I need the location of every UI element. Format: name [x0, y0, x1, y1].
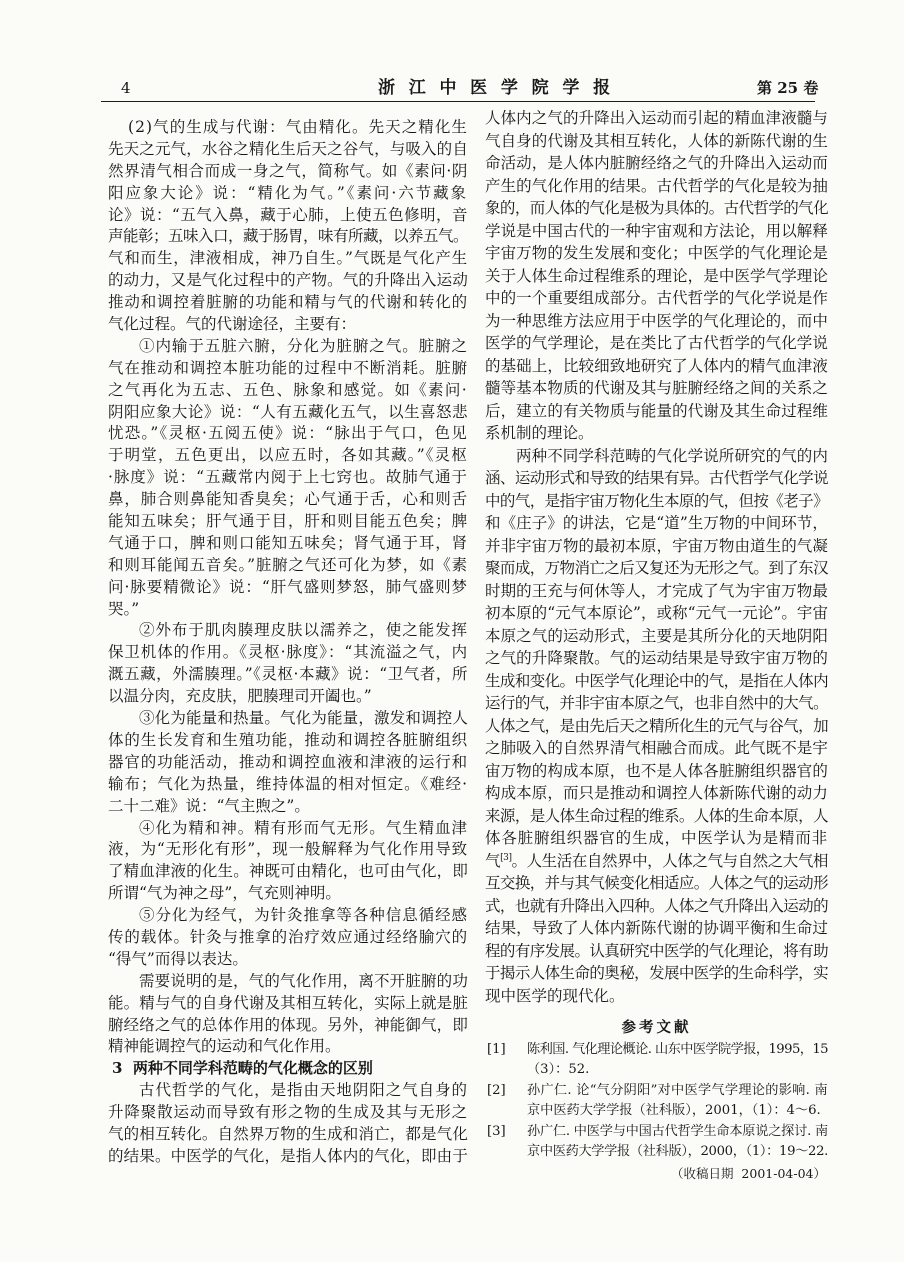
text-line: [108, 423, 468, 445]
line-text: 器官的功能活动，推动和调控血液和津液的运行和: [108, 752, 468, 771]
text-line: [108, 577, 468, 599]
text-line: [485, 985, 828, 1008]
text-line: [485, 467, 828, 490]
line-text: 本原之气的运动形式，主要是其所分化的天地阴阳: [485, 626, 828, 645]
text-line: [108, 117, 468, 139]
line-text: 阴阳应象大论》说：“人有五藏化五气，以生喜怒悲: [108, 402, 468, 421]
text-line: [485, 512, 828, 535]
line-text: 时期的王充与何休等人，才完成了气为宇宙万物最: [485, 581, 828, 600]
text-line: [485, 197, 828, 220]
line-text: 于明堂，五色更出，以应五时，各如其藏。”《灵枢: [108, 446, 468, 465]
text-line: [485, 220, 828, 243]
text-line: [485, 445, 828, 468]
reference-line: [527, 1101, 828, 1121]
text-line: [485, 692, 828, 715]
reference-line: [527, 1040, 828, 1060]
reference-text: 陈利国. 气化理论概论. 山东中医学院学报，1995，15: [527, 1042, 828, 1057]
line-text: 和《庄子》的讲法，它是“道”生万物的中间环节，: [485, 514, 828, 532]
text-line: [485, 895, 828, 918]
journal-title-text: 浙 江 中 医 学 院 学 报: [378, 78, 614, 98]
line-text: 精神能调控气的运动和气化作用。: [108, 1037, 341, 1056]
text-line: [485, 962, 828, 985]
line-text: 气和而生，津液相成，神乃自生。”气既是气化产生: [108, 249, 468, 268]
text-line: [485, 647, 828, 670]
line-text: 医学的气学理论，是在类比了古代哲学的气化学说: [485, 334, 828, 352]
line-text: 鼻，肺合则鼻能知香臭矣；心气通于舌，心和则舌: [108, 490, 468, 509]
section-heading: [108, 1058, 468, 1080]
line-text: 关于人体生命过程维系的理论，是中医学气学理论: [485, 266, 828, 285]
text-line: [485, 310, 828, 333]
line-text: 阳应象大论》说：“精化为气。”《素问·六节藏象: [108, 183, 468, 202]
text-line: [108, 139, 468, 161]
text-line: [485, 400, 828, 423]
text-line: [485, 130, 828, 153]
line-text: [485, 850, 828, 873]
text-line: [485, 670, 828, 693]
text-line: [108, 774, 468, 796]
text-line: [485, 332, 828, 355]
line-text: 体的生长发育和生殖功能，推动和调控各脏腑组织: [108, 730, 468, 749]
text-line: [485, 827, 828, 850]
text-line: [485, 377, 828, 400]
line-text: (2)气的生成与代谢：气由精化。先天之精化生: [128, 118, 468, 136]
line-text: 二十二难》说：“气主煦之”。: [108, 796, 310, 815]
text-line: [485, 242, 828, 265]
text-line: [108, 205, 468, 227]
text-line: [485, 602, 828, 625]
references-title: [485, 1016, 828, 1040]
line-text: ·脉度》说：“五藏常内阅于上七窍也。故肺气通于: [108, 468, 468, 487]
line-text: 气的相互转化。自然界万物的生成和消亡，都是气化: [108, 1124, 468, 1143]
line-text: 保卫机体的作用。《灵枢·脉度》：“其流溢之气，内: [108, 643, 468, 662]
references-title-text: 参考文献: [621, 1019, 692, 1036]
text-line: [108, 1015, 468, 1037]
text-line: [108, 336, 468, 358]
text-line: [108, 1080, 468, 1102]
reference-line: [527, 1142, 828, 1162]
section-heading-text: 3 两种不同学科范畴的气化概念的区别: [112, 1059, 373, 1078]
header-rule: [101, 101, 815, 102]
text-line: [485, 940, 828, 963]
text-line: [108, 1124, 468, 1146]
line-text: 声能彰；五味入口，藏于肠胃，味有所藏，以养五气。: [108, 227, 468, 246]
text-line: [485, 107, 828, 130]
line-text: 现中医学的现代化。: [485, 986, 625, 1005]
text-line: [485, 737, 828, 760]
line-text: ⑤分化为经气，为针灸推拿等各种信息循经感: [139, 906, 468, 925]
line-text: 式，也就有升降出入四种。人体之气升降出入运动的: [485, 896, 828, 915]
text-line: [108, 971, 468, 993]
text-line: [108, 555, 468, 577]
line-text: 体各脏腑组织器官的生成，中医学认为是精而非: [485, 829, 828, 847]
text-line: [108, 664, 468, 686]
line-text: 所谓“气为神之母”，气充则神明。: [108, 884, 341, 903]
text-line: [108, 686, 468, 708]
text-line: [485, 872, 828, 895]
line-text: 髓等基本物质的代谢及其与脏腑经络之间的关系之: [485, 379, 828, 397]
text-line: [485, 535, 828, 558]
journal-title: [378, 77, 614, 99]
line-text: 了精血津液的化生。神既可由精化，也可由气化，即: [108, 862, 468, 881]
text-line: [108, 796, 468, 818]
line-text: 宙万物的构成本原，也不是人体各脏腑组织器官的: [485, 761, 828, 780]
text-line: [108, 1146, 468, 1168]
line-text: 溉五藏，外濡腠理。”《灵枢·本藏》说：“卫气者，所: [108, 665, 468, 684]
line-text: 系机制的理论。: [485, 424, 594, 442]
reference-line: [527, 1060, 828, 1080]
line-text: 的结果。中医学的气化，是指人体内的气化，即由于: [108, 1146, 468, 1165]
reference-item: [485, 1122, 828, 1163]
line-text: 液，为“无形化有形”，现一般解释为气化作用导致: [108, 840, 468, 859]
text-line: [485, 760, 828, 783]
text-line: [108, 314, 468, 336]
line-text: 之气的升降聚散。气的运动结果是导致宇宙万物的: [485, 649, 828, 667]
reference-text: （3）：52.: [527, 1061, 590, 1077]
reference-label: [1]: [487, 1042, 506, 1057]
line-text: 忧恐。”《灵枢·五阅五使》说：“脉出于气口，色见: [108, 424, 468, 443]
text-line: [485, 580, 828, 603]
text-line: [108, 467, 468, 489]
text-line: [108, 533, 468, 555]
line-text: 气化过程。气的代谢途径，主要有：: [108, 315, 357, 334]
line-text: 气通于口，脾和则口能知五味矣；肾气通于耳，肾: [108, 533, 468, 552]
line-text: 生成和变化。中医学气化理论中的气，是指在人体内: [485, 671, 828, 690]
line-text: 之气再化为五志、五色、脉象和感觉。如《素问·: [108, 380, 468, 399]
text-line: [108, 270, 468, 292]
line-text: 结果，导致了人体内新陈代谢的协调平衡和生命过: [485, 919, 828, 937]
text-line: [108, 358, 468, 380]
text-line: [108, 511, 468, 533]
text-line: [108, 927, 468, 949]
text-line: [108, 292, 468, 314]
text-line: [108, 620, 468, 642]
reference-text: 京中医药大学学报（社科版），2000，（1）：19～22.: [527, 1143, 828, 1159]
line-text: 能。精与气的自身代谢及其相互转化，实际上就是脏: [108, 993, 468, 1012]
right-column: [485, 107, 828, 1007]
reference-text: 孙广仁. 论“气分阴阳”对中医学气学理论的影响. 南: [527, 1083, 828, 1098]
left-column: [108, 117, 468, 1168]
line-text: 涵、运动形式和导致的结果有异。古代哲学气化学说: [485, 469, 828, 487]
text-line: [485, 782, 828, 805]
line-text: 为一种思维方法应用于中医学的气化理论的，而中: [485, 311, 828, 330]
text-line: [108, 445, 468, 467]
line-text-segment: 。人生活在自然界中，人体之气与自然之大气相: [511, 851, 828, 870]
text-line: [108, 752, 468, 774]
text-line: [485, 152, 828, 175]
text-line: [485, 355, 828, 378]
text-line: [108, 161, 468, 183]
reference-item: [485, 1040, 828, 1081]
received-date-text: （收稿日期 2001-04-04）: [670, 1166, 826, 1181]
text-line: [108, 993, 468, 1015]
line-text: 初本原的“元气本原论”，或称“元气一元论”。宇宙: [485, 604, 828, 622]
text-line: [485, 625, 828, 648]
received-date: [671, 1164, 826, 1184]
text-line: [485, 917, 828, 940]
line-text: 问·脉要精微论》说：“肝气盛则梦怒，肺气盛则梦: [108, 577, 468, 596]
line-text: 中的气，是指宇宙万物化生本原的气，但按《老子》: [485, 491, 828, 510]
line-text: 论》说：“五气入鼻，藏于心肺，上使五色修明，音: [108, 205, 468, 224]
text-line: [108, 402, 468, 424]
text-line: [108, 708, 468, 730]
text-line: [108, 1036, 468, 1058]
reference-line: [527, 1122, 828, 1142]
text-line: [485, 287, 828, 310]
text-line: [108, 730, 468, 752]
line-text: 推动和调控着脏腑的功能和精与气的代谢和转化的: [108, 293, 468, 312]
line-text: 腑经络之气的总体作用的体现。另外，神能御气，即: [108, 1015, 468, 1034]
reference-label: [2]: [487, 1083, 506, 1098]
citation-marker: [3]: [500, 852, 512, 863]
reference-text: 孙广仁. 中医学与中国古代哲学生命本原说之探讨. 南: [527, 1124, 828, 1139]
volume-text: 第 25 卷: [757, 79, 819, 97]
line-text: 来源，是人体生命过程的维系。人体的生命本原，人: [485, 806, 828, 825]
text-line: [485, 715, 828, 738]
line-text: 气自身的代谢及其相互转化，人体的新陈代谢的生: [485, 131, 828, 150]
line-text: 以温分肉，充皮肤，肥腠理司开阖也。”: [108, 687, 372, 706]
line-text: “得气”而得以表达。: [108, 949, 248, 968]
text-line: [485, 422, 828, 445]
text-line: [485, 175, 828, 198]
text-line: [108, 599, 468, 621]
line-text: 的动力，又是气化过程中的产物。气的升降出入运动: [108, 271, 468, 290]
text-line: [108, 489, 468, 511]
text-line: [485, 850, 828, 873]
line-text: 并非宇宙万物的最初本原，宇宙万物由道生的气凝: [485, 536, 828, 555]
line-text: 宇宙万物的发生发展和变化；中医学的气化理论是: [485, 244, 828, 262]
line-text: 象的，而人体的气化是极为具体的。古代哲学的气化: [485, 199, 828, 217]
line-text: 之肺吸入的自然界清气相融合而成。此气既不是宇: [485, 739, 828, 757]
reference-item: [485, 1081, 828, 1122]
line-text: 输布；气化为热量，维持体温的相对恒定。《难经·: [108, 774, 468, 793]
line-text: 然界清气相合而成一身之气，简称气。如《素问·阴: [108, 161, 468, 180]
line-text: 升降聚散运动而导致有形之物的生成及其与无形之: [108, 1103, 468, 1122]
text-line: [108, 861, 468, 883]
text-line: [108, 905, 468, 927]
volume-label: [757, 78, 818, 98]
reference-text: 京中医药大学学报（社科版），2001，（1）：4～6.: [527, 1102, 821, 1118]
reference-line: [527, 1081, 828, 1101]
text-line: [108, 380, 468, 402]
page-number: [121, 78, 131, 98]
text-line: [108, 1102, 468, 1124]
line-text: 命活动，是人体内脏腑经络之气的升降出入运动而: [485, 154, 828, 172]
line-text: 能知五味矣；肝气通于目，肝和则目能五色矣；脾: [108, 512, 468, 531]
line-text: 聚而成，万物消亡之后又复还为无形之气。到了东汉: [485, 559, 828, 577]
line-text: 学说是中国古代的一种宇宙观和方法论，用以解释: [485, 221, 828, 240]
text-line: [108, 839, 468, 861]
text-line: [108, 226, 468, 248]
line-text: 运行的气，并非宇宙本原之气，也非自然中的大气。: [485, 694, 828, 712]
line-text: 两种不同学科范畴的气化学说所研究的气的内: [516, 446, 828, 465]
line-text: 人体之气，是由先后天之精所化生的元气与谷气，加: [485, 716, 828, 735]
line-text: 需要说明的是，气的气化作用，离不开脏腑的功: [139, 971, 468, 990]
line-text: 产生的气化作用的结果。古代哲学的气化是较为抽: [485, 176, 828, 195]
text-line: [108, 183, 468, 205]
line-text: 和则耳能闻五音矣。”脏腑之气还可化为梦，如《素: [108, 555, 468, 574]
line-text: 先天之元气，水谷之精化生后天之谷气，与吸入的自: [108, 139, 468, 158]
text-line: [485, 557, 828, 580]
line-text: ④化为精和神。精有形而气无形。气生精血津: [139, 818, 468, 837]
text-line: [108, 642, 468, 664]
text-line: [485, 805, 828, 828]
line-text: 人体内之气的升降出入运动而引起的精血津液髓与: [485, 109, 828, 127]
line-text: 构成本原，而只是推动和调控人体新陈代谢的动力: [485, 784, 828, 802]
line-text: 后，建立的有关物质与能量的代谢及其生命过程维: [485, 401, 828, 420]
text-line: [108, 248, 468, 270]
line-text: ①内输于五脏六腑，分化为脏腑之气。脏腑之: [139, 336, 468, 355]
line-text: 古代哲学的气化，是指由天地阴阳之气自身的: [139, 1081, 468, 1100]
text-line: [108, 818, 468, 840]
line-text: 程的有序发展。认真研究中医学的气化理论，将有助: [485, 941, 828, 960]
page-number-text: 4: [121, 79, 131, 97]
line-text: 互交换，并与其气候变化相适应。人体之气的运动形: [485, 874, 828, 892]
text-line: [108, 883, 468, 905]
line-text: 传的载体。针灸与推拿的治疗效应通过经络腧穴的: [108, 927, 468, 946]
line-text: 中的一个重要组成部分。古代哲学的气化学说是作: [485, 289, 828, 307]
reference-label: [3]: [487, 1124, 506, 1139]
line-text: 哭。”: [108, 599, 140, 618]
line-text: 气在推动和调控本脏功能的过程中不断消耗。脏腑: [108, 358, 468, 377]
line-text: ②外布于肌肉腠理皮肤以濡养之，使之能发挥: [139, 621, 468, 640]
text-line: [485, 265, 828, 288]
text-line: [485, 490, 828, 513]
references: [485, 1016, 828, 1163]
line-text: ③化为能量和热量。气化为能量，激发和调控人: [139, 709, 468, 728]
text-line: [108, 949, 468, 971]
line-text-segment: 气: [485, 851, 501, 870]
line-text: 于揭示人体生命的奥秘，发展中医学的生命科学，实: [485, 964, 828, 982]
line-text: 的基础上，比较细致地研究了人体内的精气血津液: [485, 356, 828, 375]
